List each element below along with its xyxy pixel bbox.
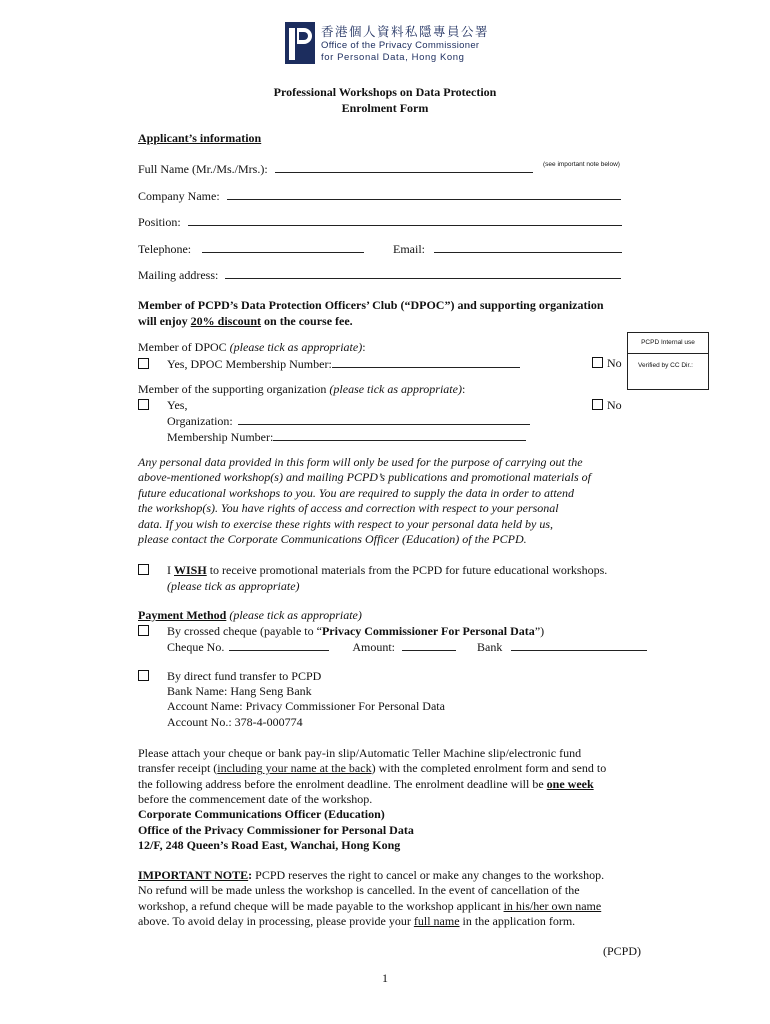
cheque-row [138, 624, 544, 639]
pcpd-logo-mark-icon [285, 22, 315, 64]
instructions-line-3 [138, 777, 652, 792]
privacy-notice-line: future educational workshops to you. You are required to supply the data in order to attend [138, 485, 574, 500]
important-note [138, 868, 652, 930]
cheque-payee: Privacy Commissioner For Personal Data [321, 624, 535, 638]
address-line-1: Corporate Communications Officer (Education) [138, 807, 385, 821]
pcpd-logo [285, 22, 490, 66]
privacy-notice-line: Any personal data provided in this form will only be used for the purpose of carrying out the [138, 455, 583, 469]
instructions-l2-pre: transfer receipt ( [138, 761, 218, 776]
important-line-1 [138, 868, 652, 883]
mailing-address-block [138, 807, 414, 854]
privacy-notice-line: data. If you wish to exercise these rights with respect to your personal data held by us, [138, 516, 554, 531]
dpoc-hint: (please tick as appropriate) [229, 340, 363, 354]
dpoc-no-row [592, 356, 622, 371]
dpoc-label: Member of DPOC [138, 340, 230, 354]
logo-english-line-1: Office of the Privacy Commissioner [321, 40, 480, 51]
wish-checkbox[interactable] [138, 564, 149, 575]
wish-hint: (please tick as appropriate) [167, 579, 300, 593]
telephone-field[interactable] [202, 241, 364, 253]
cheque-pre: By crossed cheque (payable to “ [167, 624, 322, 638]
supporting-org-yes-row [138, 398, 187, 413]
amount-field[interactable] [402, 639, 456, 651]
full-name-field[interactable] [275, 161, 533, 173]
bank-field[interactable] [511, 639, 647, 651]
address-line-2: Office of the Privacy Commissioner for Personal Data [138, 822, 414, 837]
discount-line-1: Member of PCPD’s Data Protection Officers’ Club (“DPOC”) and supporting organization [138, 298, 604, 312]
bank-name: Bank Name: Hang Seng Bank [167, 684, 312, 698]
position-row [138, 214, 622, 230]
wish-post: to receive promotional materials from the PCPD for future educational workshops. [206, 563, 608, 577]
important-line-4 [138, 914, 652, 929]
company-field[interactable] [227, 188, 621, 200]
discount-line-2 [138, 314, 353, 329]
discount-amount: 20% discount [190, 314, 262, 328]
supporting-org-hint: (please tick as appropriate) [329, 382, 462, 396]
email-label: Email: [393, 242, 425, 256]
supporting-org-yes-label: Yes, [167, 398, 188, 412]
org-membership-row [167, 429, 526, 445]
position-label: Position: [138, 215, 181, 229]
telephone-row [138, 241, 364, 257]
supporting-org-no-label: No [607, 398, 622, 412]
instructions-line-2 [138, 761, 652, 776]
supporting-org-no-row [592, 398, 622, 413]
instructions-l2-underline: including your name at the back [217, 761, 372, 776]
supporting-org-yes-checkbox[interactable] [138, 399, 149, 410]
telephone-label: Telephone: [138, 242, 192, 256]
dpoc-yes-row [138, 356, 520, 372]
important-l4-pre: above. To avoid delay in processing, please provide your [138, 914, 414, 929]
payment-heading-row [138, 608, 362, 623]
supporting-org-question [138, 382, 465, 397]
internal-use-box [627, 332, 709, 390]
supporting-org-no-checkbox[interactable] [592, 399, 603, 410]
logo-english-line-2: for Personal Data, Hong Kong [321, 52, 465, 63]
privacy-notice [138, 455, 631, 547]
full-name-row [138, 161, 533, 177]
dpoc-yes-label: Yes, DPOC Membership Number: [167, 357, 332, 371]
full-name-note: (see important note below) [543, 161, 620, 168]
logo-chinese-name: 香港個人資料私隱專員公署 [321, 24, 490, 39]
important-line-3 [138, 899, 652, 914]
instructions-l3-pre: the following address before the enrolment deadline. The enrolment deadline will be [138, 776, 547, 791]
important-l1: PCPD reserves the right to cancel or make any changes to the workshop. [252, 868, 605, 882]
important-l3-pre: workshop, a refund cheque will be made payable to the workshop applicant [138, 898, 504, 913]
important-l4-post: in the application form. [459, 914, 576, 929]
privacy-notice-line: above-mentioned workshop(s) and mailing PCPD’s publications and promotional materials of [138, 470, 591, 485]
company-label: Company Name: [138, 189, 220, 203]
instructions-l2-post: ) with the completed enrolment form and send to [371, 761, 607, 776]
transfer-checkbox[interactable] [138, 670, 149, 681]
bank-label: Bank [477, 640, 503, 654]
deadline-one-week: one week [546, 776, 594, 791]
page-number: 1 [382, 971, 388, 985]
payment-hint: (please tick as appropriate) [226, 608, 362, 622]
email-field[interactable] [434, 241, 622, 253]
instructions-line-4: before the commencement date of the workshop. [138, 792, 373, 807]
dpoc-no-checkbox[interactable] [592, 357, 603, 368]
instructions [138, 746, 652, 808]
wish-word: WISH [174, 563, 207, 577]
organization-field[interactable] [238, 413, 530, 425]
discount-text-post: on the course fee. [261, 314, 353, 328]
account-no: Account No.: 378-4-000774 [167, 714, 303, 729]
transfer-details [167, 684, 445, 730]
account-name: Account Name: Privacy Commissioner For Personal Data [167, 699, 445, 714]
wish-row [138, 563, 607, 578]
payment-heading: Payment Method [138, 608, 227, 622]
org-membership-field[interactable] [273, 429, 526, 441]
mailing-label: Mailing address: [138, 268, 219, 282]
important-label: IMPORTANT NOTE [138, 868, 249, 882]
form-subtitle: Enrolment Form [341, 101, 429, 115]
amount-label: Amount: [352, 640, 395, 654]
internal-use-title: PCPD Internal use [628, 333, 708, 354]
discount-text-pre: will enjoy [138, 314, 191, 328]
organization-label: Organization: [167, 414, 233, 428]
cheque-details-row [167, 639, 647, 655]
full-name-label: Full Name (Mr./Ms./Mrs.): [138, 162, 268, 176]
company-row [138, 188, 621, 204]
organization-row [167, 413, 530, 429]
privacy-notice-line: the workshop(s). You have rights of access and correction with respect to your personal [138, 501, 559, 516]
address-line-3: 12/F, 248 Queen’s Road East, Wanchai, Hong Kong [138, 838, 401, 853]
position-field[interactable] [188, 214, 622, 226]
email-row [393, 241, 622, 257]
org-membership-label: Membership Number: [167, 430, 274, 444]
form-title: Professional Workshops on Data Protection [273, 85, 497, 99]
dpoc-label-end: : [362, 340, 366, 354]
important-full-name: full name [413, 914, 460, 929]
transfer-row [138, 669, 321, 684]
dpoc-no-label: No [607, 356, 622, 370]
dpoc-question [138, 340, 366, 355]
dpoc-yes-checkbox[interactable] [138, 358, 149, 369]
cheque-no-label: Cheque No. [167, 640, 225, 654]
important-l3-underline: in his/her own name [503, 898, 602, 913]
applicant-heading: Applicant’s information [138, 131, 262, 145]
important-colon: : [248, 868, 253, 882]
wish-pre: I [167, 563, 174, 577]
footer-tag: (PCPD) [603, 944, 642, 958]
transfer-label: By direct fund transfer to PCPD [167, 669, 322, 683]
cheque-post: ”) [534, 624, 545, 638]
important-line-2: No refund will be made unless the workshop is cancelled. In the event of cancellation of the [138, 883, 580, 898]
mailing-row [138, 267, 621, 283]
mailing-field[interactable] [225, 267, 621, 279]
privacy-notice-line: please contact the Corporate Communications Officer (Education) of the PCPD. [138, 532, 527, 547]
cheque-checkbox[interactable] [138, 625, 149, 636]
supporting-org-label-end: : [461, 382, 466, 396]
dpoc-membership-field[interactable] [332, 356, 520, 368]
internal-use-verified: Verified by CC Dir.: [638, 362, 693, 369]
cheque-no-field[interactable] [229, 639, 329, 651]
instructions-line-1: Please attach your cheque or bank pay-in slip/Automatic Teller Machine slip/electronic fund [138, 746, 582, 760]
supporting-org-label: Member of the supporting organization [138, 382, 330, 396]
